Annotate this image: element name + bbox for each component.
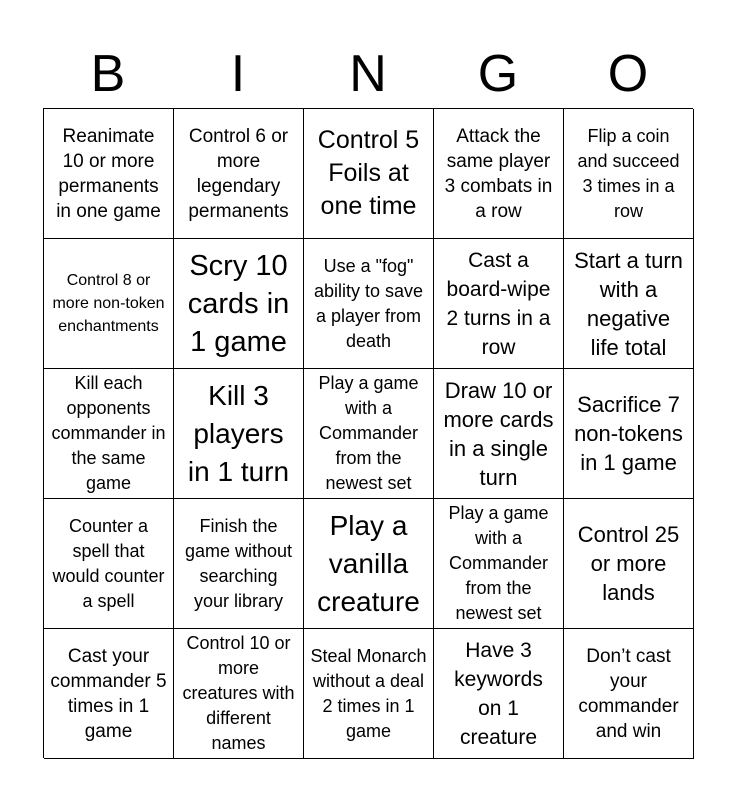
cell-text: Sacrifice 7 non-tokens in 1 game xyxy=(574,392,683,475)
cell-text: Have 3 keywords on 1 creature xyxy=(454,638,543,749)
cell-text: Control 6 or more legendary permanents xyxy=(188,125,289,222)
bingo-cell[interactable] xyxy=(434,109,564,239)
cell-text: Start a turn with a negative life total xyxy=(574,247,683,360)
cell-text: Don’t cast your commander and win xyxy=(578,645,679,742)
bingo-cell[interactable] xyxy=(174,629,304,759)
cell-text: Kill each opponents commander in the same game xyxy=(51,373,166,493)
bingo-cell[interactable] xyxy=(434,499,564,629)
header-letter-i: I xyxy=(230,45,246,103)
bingo-cell[interactable] xyxy=(434,239,564,369)
bingo-cell[interactable] xyxy=(564,499,694,629)
bingo-cell[interactable] xyxy=(174,109,304,239)
header-letter-n: N xyxy=(349,45,387,103)
cell-text: Draw 10 or more cards in a single turn xyxy=(443,377,554,490)
bingo-cell[interactable] xyxy=(304,239,434,369)
bingo-cell[interactable] xyxy=(304,369,434,499)
bingo-cell[interactable] xyxy=(304,499,434,629)
bingo-cell[interactable] xyxy=(434,369,564,499)
cell-text: Use a "fog" ability to save a player from death xyxy=(313,255,424,351)
cell-text: Play a game with a Commander from the newest set xyxy=(448,503,549,623)
bingo-cell[interactable] xyxy=(174,239,304,369)
cell-text: Steal Monarch without a deal 2 times in 1 game xyxy=(310,645,427,741)
cell-text: Play a vanilla creature xyxy=(317,509,420,617)
cell-text: Cast your commander 5 times in 1 game xyxy=(50,645,167,742)
bingo-cell[interactable] xyxy=(564,629,694,759)
cell-text: Cast a board-wipe 2 turns in a row xyxy=(446,248,551,359)
bingo-cell[interactable] xyxy=(564,109,694,239)
cell-text: Control 8 or more non-token enchantments xyxy=(52,272,165,335)
bingo-cell[interactable] xyxy=(304,109,434,239)
bingo-cell[interactable] xyxy=(44,109,174,239)
cell-text: Counter a spell that would counter a spell xyxy=(52,515,165,611)
cell-text: Finish the game without searching your library xyxy=(184,515,293,611)
bingo-cell[interactable] xyxy=(434,629,564,759)
cell-text: Attack the same player 3 combats in a row xyxy=(444,125,553,222)
cell-text: Reanimate 10 or more permanents in one game xyxy=(56,125,161,222)
header-letter-g: G xyxy=(477,45,519,103)
cell-text: Kill 3 players in 1 turn xyxy=(187,379,290,487)
bingo-cell[interactable] xyxy=(44,239,174,369)
header-letter-o: O xyxy=(607,45,649,103)
cell-text: Flip a coin and succeed 3 times in a row xyxy=(577,125,680,221)
bingo-cell[interactable] xyxy=(44,499,174,629)
cell-text: Control 10 or more creatures with different names xyxy=(182,633,295,753)
cell-text: Play a game with a Commander from the newest set xyxy=(318,373,419,493)
bingo-cell[interactable] xyxy=(564,239,694,369)
bingo-cell[interactable] xyxy=(564,369,694,499)
bingo-grid xyxy=(43,108,693,758)
bingo-header xyxy=(43,40,693,108)
cell-text: Control 5 Foils at one time xyxy=(317,126,420,220)
cell-text: Control 25 or more lands xyxy=(577,522,680,605)
bingo-cell[interactable] xyxy=(174,499,304,629)
header-letter-b: B xyxy=(90,45,126,103)
bingo-cell[interactable] xyxy=(174,369,304,499)
cell-text: Scry 10 cards in 1 game xyxy=(187,249,290,358)
bingo-cell[interactable] xyxy=(44,369,174,499)
bingo-cell[interactable] xyxy=(304,629,434,759)
bingo-cell[interactable] xyxy=(44,629,174,759)
